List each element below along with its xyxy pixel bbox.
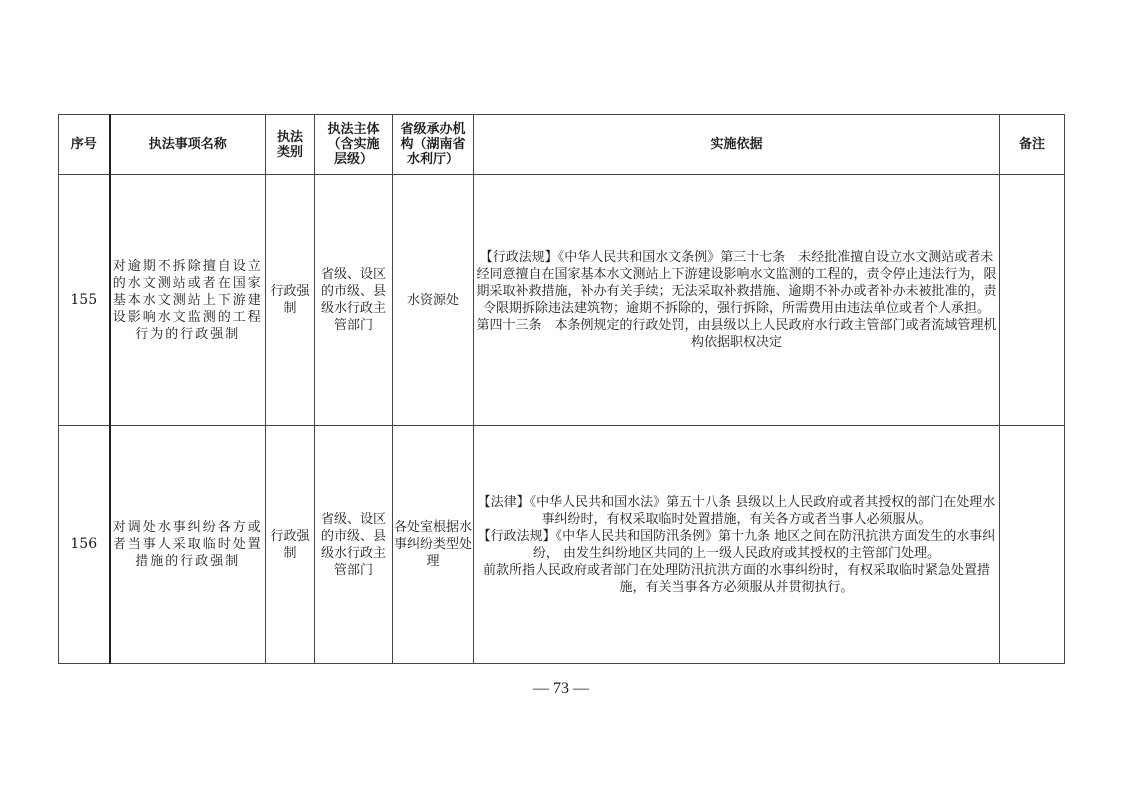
row-subject: 省级、设区的市级、县级水行政主管部门 <box>315 175 393 426</box>
row-seq: 155 <box>59 175 110 426</box>
basis-paragraph: 【法律】《中华人民共和国水法》第五十八条 县级以上人民政府或者其授权的部门在处理水事纠纷时，有权采取临时处置措施，有关各方或者当事人必须服从。 <box>477 494 996 527</box>
table-row <box>59 426 1065 664</box>
header-seq: 序号 <box>59 115 110 175</box>
row-name: 对调处水事纠纷各方或者当事人采取临时处置措施的行政强制 <box>110 426 266 664</box>
basis-paragraph: 第四十三条 本条例规定的行政处罚，由县级以上人民政府水行政主管部门或者流域管理机构依据职权决定 <box>476 318 997 350</box>
basis-paragraph: 前款所指人民政府或者部门在处理防汛抗洪方面的水事纠纷时，有权采取临时紧急处置措施，有关当事各方必须服从并贯彻执行。 <box>482 562 990 595</box>
basis-paragraph: 【行政法规】《中华人民共和国水文条例》第三十七条 未经批准擅自设立水文测站或者未经同意擅自在国家基本水文测站上下游建设影响水文监测的工程的，责令停止违法行为，限期采取补救措施，补办有关手续；无法采取补救措施、逾期不补办或者补办未被批准的，责令限期拆除违法建筑物；逾期不拆除的，强行拆除，所需费用由违法单位或者个人承担。 <box>476 250 997 316</box>
table-row <box>59 175 1065 426</box>
header-basis: 实施依据 <box>474 115 1000 175</box>
row-subject: 省级、设区的市级、县级水行政主管部门 <box>315 426 393 664</box>
row-name: 对逾期不拆除擅自设立的水文测站或者在国家基本水文测站上下游建设影响水文监测的工程行为的行政强制 <box>110 175 266 426</box>
header-org: 省级承办机构（湖南省水利厅） <box>393 115 474 175</box>
row-basis <box>474 175 1000 426</box>
row-remark <box>1000 426 1065 664</box>
header-name: 执法事项名称 <box>110 115 266 175</box>
row-seq: 156 <box>59 426 110 664</box>
header-type: 执法类别 <box>266 115 315 175</box>
header-remark: 备注 <box>1000 115 1065 175</box>
header-subject: 执法主体（含实施层级） <box>315 115 393 175</box>
enforcement-table <box>58 114 1065 664</box>
row-org: 各处室根据水事纠纷类型处理 <box>393 426 474 664</box>
header-row <box>59 115 1065 175</box>
row-org: 水资源处 <box>393 175 474 426</box>
page-number: — 73 — <box>533 680 589 697</box>
row-basis <box>474 426 1000 664</box>
row-remark <box>1000 175 1065 426</box>
basis-paragraph: 【行政法规】《中华人民共和国防汛条例》第十九条 地区之间在防汛抗洪方面发生的水事纠纷， 由发生纠纷地区共同的上一级人民政府或其授权的主管部门处理。 <box>477 528 996 561</box>
row-type: 行政强制 <box>266 175 315 426</box>
row-type: 行政强制 <box>266 426 315 664</box>
